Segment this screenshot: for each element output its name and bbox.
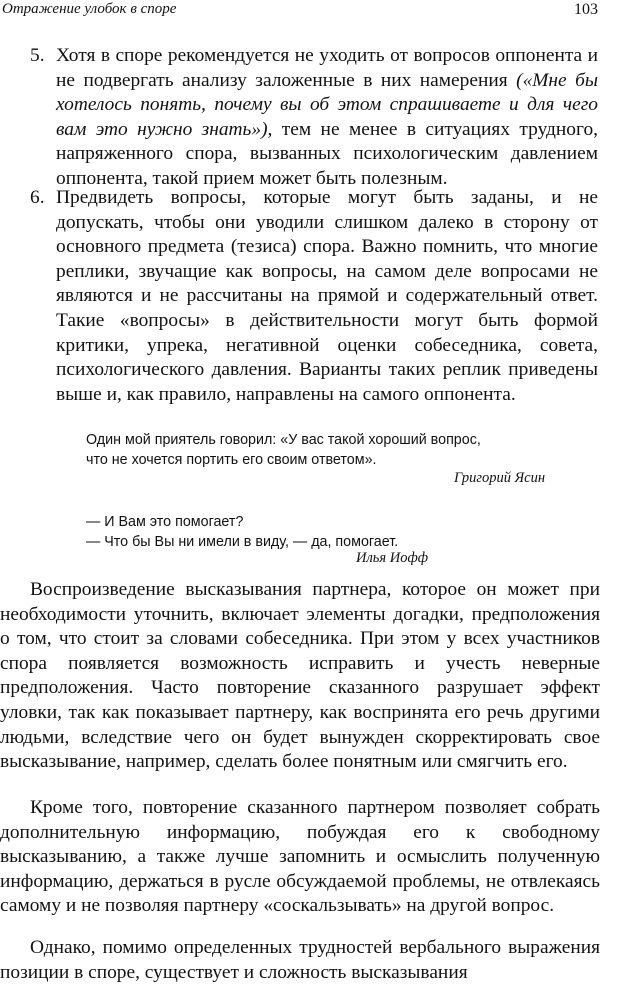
list-item-5 — [0, 44, 598, 192]
epigraph-line: — Что бы Вы ни имели в виду, — да, помогает. — [86, 534, 399, 550]
epigraph-quote-2 — [86, 512, 398, 552]
list-item-number: 5. — [30, 45, 45, 66]
epigraph-line: — И Вам это помогает? — [86, 514, 244, 530]
list-item-text — [56, 44, 598, 192]
epigraph-author-2: Илья Иофф — [356, 550, 429, 566]
running-head: Отражение улобок в споре — [2, 1, 177, 17]
paragraph: Однако, помимо определенных трудностей вербального выражения позиции в споре, существует и сложность высказывания — [0, 937, 600, 983]
list-item-text-part: тем не менее в ситуациях трудного, напряженного спора, вызванных психологическим давлением оппонента, такой прием может быть полезным. — [56, 118, 598, 189]
list-item-text-part: Хотя в споре рекомендуется не уходить от вопросов оппонента и не подвергать анализу заложенные в них намерения — [56, 45, 598, 91]
epigraph-line: Один мой приятель говорил: «У вас такой хороший вопрос, — [86, 432, 481, 448]
list-item-number: 6. — [30, 187, 45, 208]
list-item-6 — [0, 186, 598, 407]
list-item-italic-quote: («Мне бы хотелось понять, почему вы об этом спрашиваете и для чего вам это нужно знать»), — [56, 69, 599, 140]
page-header — [0, 0, 620, 22]
epigraph-line: что не хочется портить его своим ответом». — [86, 452, 377, 468]
epigraph-author-1: Григорий Ясин — [454, 470, 546, 486]
page-number: 103 — [574, 1, 598, 18]
paragraph: Воспроизведение высказывания партнера, которое он может при необходимости уточнить, включает элементы догадки, предположения о том, что стоит за словами собеседника. При этом у всех участников спора появляется возможность исправить и учесть неверные предположения. Часто повторение сказанного разрушает эффект уловки, так как показывает партнеру, как воспринята его речь другими людьми, вследствие чего он будет вынужден скорректировать свое высказывание, например, сделать более понятным или смягчить его. — [0, 579, 600, 773]
epigraph-quote-1 — [86, 430, 481, 470]
list-item-text: Предвидеть вопросы, которые могут быть заданы, и не допускать, чтобы они уводили слишком далеко в сторону от основного предмета (тезиса) спора. Важно помнить, что многие реплики, звучащие как вопросы, на самом деле вопросами не являются и не рассчитаны на прямой и содержательный ответ. Такие «вопросы» в действительности могут быть формой критики, упрека, негативной оценки собеседника, совета, психологического давления. Варианты таких реплик приведены выше и, как правило, направлены на самого оппонента. — [56, 187, 598, 405]
paragraph: Кроме того, повторение сказанного партнером позволяет собрать дополнительную информацию, побуждая его к свободному высказыванию, а также лучше запомнить и осмыслить полученную информацию, держаться в русле обсуждаемой проблемы, не отвлекаясь самому и не позволяя партнеру «соскальзывать» на другой вопрос. — [0, 797, 600, 917]
